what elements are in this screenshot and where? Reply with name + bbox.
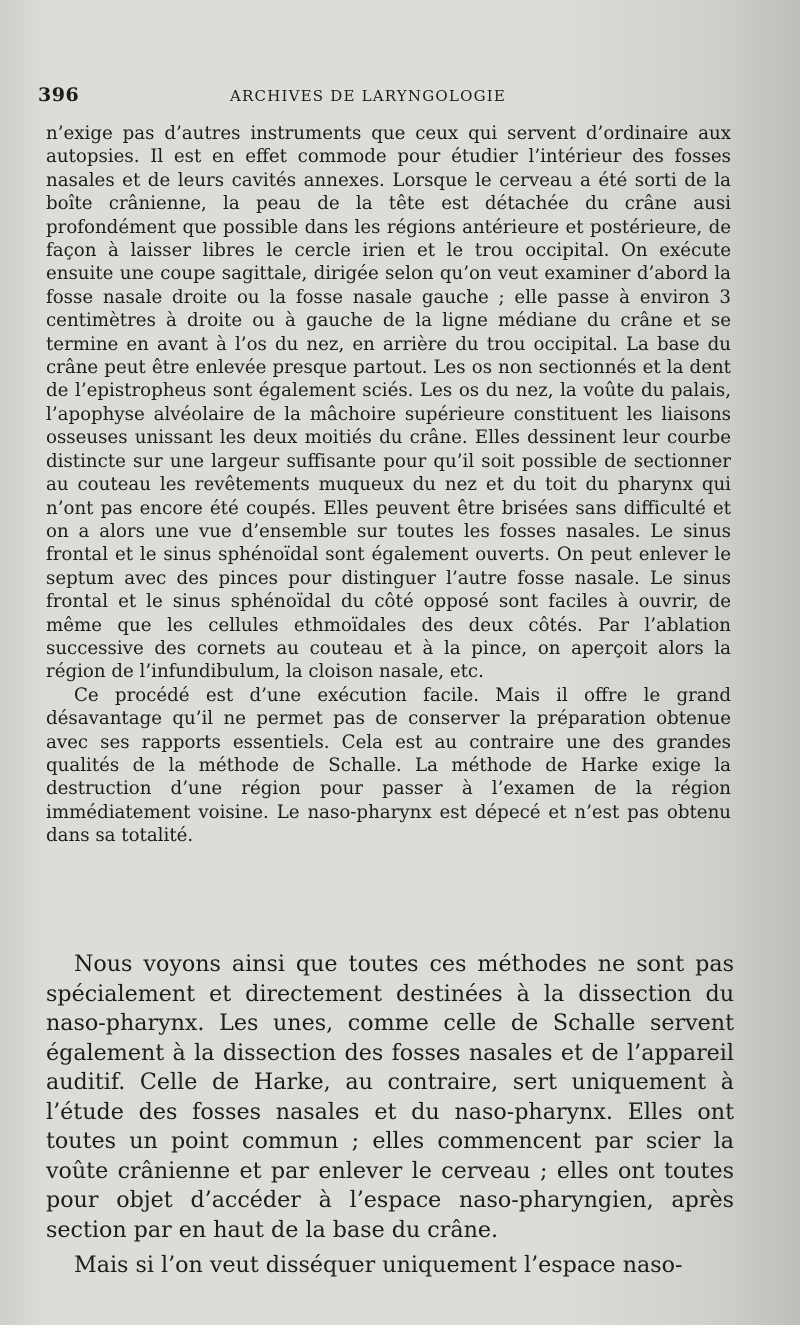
main-text-small (46, 122, 731, 848)
page-number: 396 (38, 84, 80, 106)
paragraph-incomplete: Mais si l’on veut disséquer uniquement l’espace naso- (74, 1252, 683, 1278)
running-title: ARCHIVES DE LARYNGOLOGIE (230, 87, 507, 105)
page-header (38, 84, 738, 110)
main-text-large (46, 950, 734, 1281)
paragraph-continued: n’exige pas d’autres instruments que ceux qui servent d’ordinaire aux autopsies. Il est en effet commode pour étudier l’intérieur des fosses nasales et de leurs cavités annexes. Lorsque le cerveau a été sorti de la boîte crânienne, la peau de la tête est détachée du crâne ausi profondément que possible dans les régions antérieure et postérieure, de façon à laisser libres le cercle irien et le trou occipital. On exécute ensuite une coupe sagittale, dirigée selon qu’on veut examiner d’abord la fosse nasale droite ou la fosse nasale gauche ; elle passe à environ 3 centimètres à droite ou à gauche de la ligne médiane du crâne et se termine en avant à l’os du nez, en arrière du trou occipital. La base du crâne peut être enlevée presque partout. Les os non sectionnés et la dent de l’epistropheus sont également sciés. Les os du nez, la voûte du palais, l’apophyse alvéolaire de la mâchoire supérieure constituent les liaisons osseuses unissant les deux moitiés du crâne. Elles dessinent leur courbe distincte sur une largeur suffisante pour qu’il soit possible de sectionner au couteau les revêtements muqueux du nez et du toit du pharynx qui n’ont pas encore été coupés. Elles peuvent être brisées sans difficulté et on a alors une vue d’ensemble sur toutes les fosses nasales. Le sinus frontal et le sinus sphénoïdal sont également ouverts. On peut enlever le septum avec des pinces pour distinguer l’autre fosse nasale. Le sinus frontal et le sinus sphénoïdal du côté opposé sont faciles à ouvrir, de même que les cellules ethmoïdales des deux côtés. Par l’ablation successive des cornets au couteau et à la pince, on aperçoit alors la région de l’infundibulum, la cloison nasale, etc. (46, 123, 731, 683)
paragraph: Ce procédé est d’une exécution facile. Mais il offre le grand désavantage qu’il ne permet pas de conserver la préparation obtenue avec ses rapports essentiels. Cela est au contraire une des grandes qualités de la méthode de Schalle. La méthode de Harke exige la destruction d’une région pour passer à l’examen de la région immédiatement voisine. Le naso-pharynx est dépecé et n’est pas obtenu dans sa totalité. (46, 684, 731, 847)
paragraph: Nous voyons ainsi que toutes ces méthodes ne sont pas spécialement et directement destinées à la dissection du naso-pharynx. Les unes, comme celle de Schalle servent également à la dissection des fosses nasales et de l’appareil auditif. Celle de Harke, au contraire, sert uniquement à l’étude des fosses nasales et du naso-pharynx. Elles ont toutes un point commun ; elles commencent par scier la voûte crânienne et par enlever le cerveau ; elles ont toutes pour objet d’accéder à l’espace naso-pharyngien, après section par en haut de la base du crâne. (46, 951, 734, 1243)
